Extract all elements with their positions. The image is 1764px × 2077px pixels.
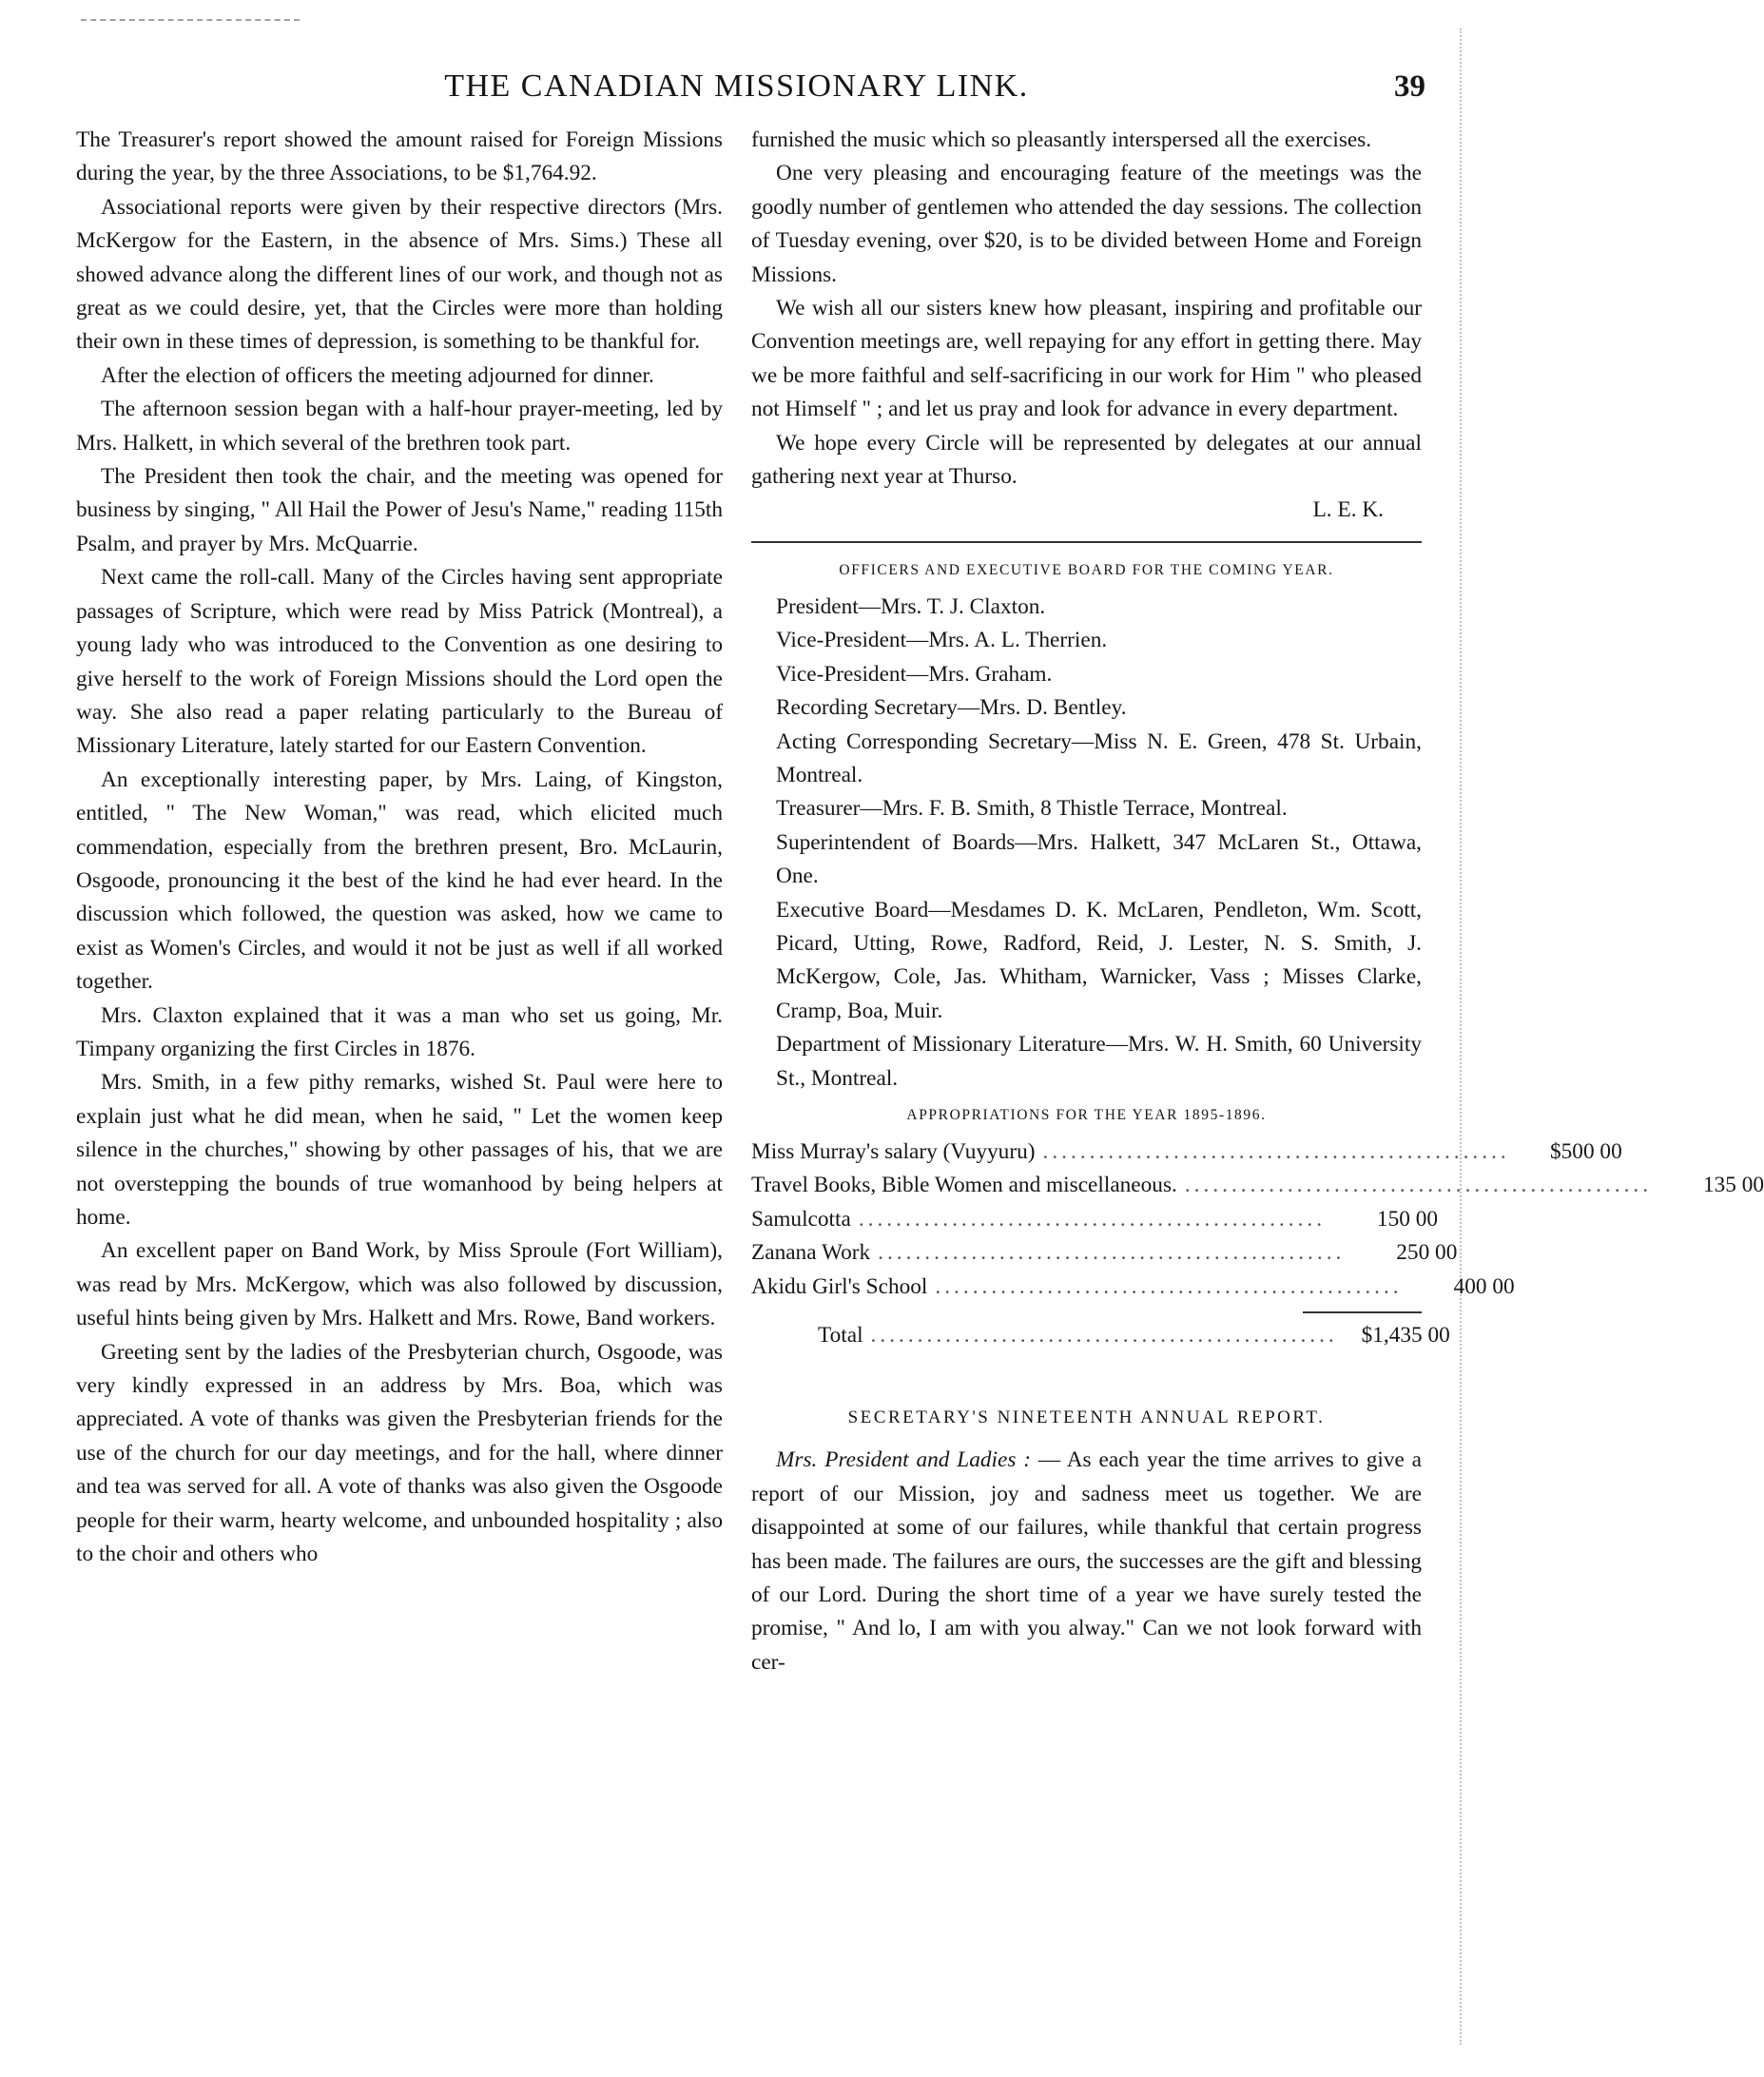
paragraph: The Treasurer's report showed the amount raised for Foreign Missions during the year, by the three Associations, to be $1,764.92.: [76, 127, 723, 186]
paragraph: Greeting sent by the ladies of the Presbyterian church, Osgoode, was very kindly expressed in an address by Mrs. Boa, which was appreciated. A vote of thanks was given the Presbyterian friends for the use of the church for our day meetings, and for the hall, where dinner and tea was served for all. A vote of thanks was also given the Osgoode people for their warm, hearty welcome, and unbounded hospitality ; also to the choir and others who: [76, 1339, 723, 1567]
paragraph: We wish all our sisters knew how pleasant, inspiring and profitable our Convention meetings are, well repaying for any effort in getting there. May we be more faithful and self-sacrificing in our work for Him " who pleased not Himself " ; and let us pray and look for advance in every department.: [751, 296, 1422, 422]
appropriation-item: Miss Murray's salary (Vuyyuru): [751, 1138, 1036, 1164]
continuation-paragraph: furnished the music which so pleasantly interspersed all the exercises.: [751, 127, 1372, 152]
appropriation-amount: 135 00: [1702, 1173, 1764, 1198]
officer-entry: Recording Secretary—Mrs. D. Bentley.: [776, 695, 1127, 721]
appropriation-row: [751, 1203, 1439, 1236]
page-number: 39: [1394, 69, 1425, 104]
officer-entry: Department of Missionary Literature—Mrs. W. H. Smith, 60 University St., Montreal.: [776, 1032, 1422, 1091]
total-label: Total: [818, 1323, 863, 1348]
officer-entry: Superintendent of Boards—Mrs. Halkett, 347 McLaren St., Ottawa, One.: [776, 829, 1422, 889]
paragraph: Next came the roll-call. Many of the Circles having sent appropriate passages of Scripture, which were read by Miss Patrick (Montreal), a young lady who was introduced to the Convention as one desiring to give herself to the work of Foreign Missions should the Lord open the way. She also read a paper relating particularly to the Bureau of Missionary Literature, lately started for our Eastern Convention.: [76, 565, 723, 759]
journal-title: THE CANADIAN MISSIONARY LINK.: [444, 68, 1029, 104]
appropriation-row: [751, 1271, 1515, 1304]
appropriation-row: [751, 1169, 1764, 1202]
report-text: — As each year the time arrives to give a report of our Mission, joy and sadness meet us together. We are disappointed at some of our failures, while thankful that certain progress has been made. The failures are ours, the successes are the gift and blessing of our Lord. During the short time of a year we have surely tested the promise, " And lo, I am with you alway." Can we not look forward with cer-: [751, 1447, 1422, 1675]
appropriation-amount: $500 00: [1550, 1138, 1622, 1164]
officer-entry: Acting Corresponding Secretary—Miss N. E. Green, 478 St. Urbain, Montreal.: [776, 728, 1422, 787]
paragraph: After the election of officers the meeting adjourned for dinner.: [101, 362, 654, 388]
paragraph: The afternoon session began with a half-hour prayer-meeting, led by Mrs. Halkett, in which several of the brethren took part.: [76, 397, 723, 456]
officer-entry: Treasurer—Mrs. F. B. Smith, 8 Thistle Terrace, Montreal.: [776, 796, 1288, 822]
paragraph: Mrs. Claxton explained that it was a man who set us going, Mr. Timpany organizing the first Circles in 1876.: [76, 1002, 723, 1061]
appropriation-amount: 250 00: [1396, 1240, 1458, 1266]
left-column: [76, 124, 723, 1571]
paragraph: Mrs. Smith, in a few pithy remarks, wished St. Paul were here to explain just what he did mean, when he said, " Let the women keep silence in the churches," showing by other passages of his, that we are not overstepping the bounds of true womanhood by being helpers at home.: [76, 1070, 723, 1230]
officer-entry: President—Mrs. T. J. Claxton.: [776, 593, 1046, 619]
appropriation-item: Travel Books, Bible Women and miscellaneous.: [751, 1173, 1177, 1198]
appropriation-amount: 400 00: [1453, 1273, 1515, 1299]
leader-dots: ..................................................: [935, 1273, 1403, 1299]
signature: L. E. K.: [1312, 497, 1384, 523]
officer-entry: Vice-President—Mrs. Graham.: [776, 661, 1053, 687]
right-column: [751, 124, 1764, 1679]
total-rule: [1303, 1311, 1422, 1313]
appropriation-item: Samulcotta: [751, 1206, 851, 1232]
report-salutation: Mrs. President and Ladies :: [776, 1447, 1032, 1473]
report-paragraph: [751, 1444, 1422, 1679]
appropriation-row: [751, 1236, 1458, 1270]
officer-entry: Vice-President—Mrs. A. L. Therrien.: [776, 628, 1108, 653]
appropriation-row: [751, 1136, 1622, 1169]
report-heading: SECRETARY'S NINETEENTH ANNUAL REPORT.: [847, 1407, 1326, 1428]
leader-dots: ..................................................: [870, 1323, 1338, 1348]
appropriations-table: [751, 1136, 1764, 1352]
paragraph: We hope every Circle will be represented by delegates at our annual gathering next year at Thurso.: [751, 430, 1422, 490]
leader-dots: ..................................................: [1042, 1138, 1510, 1164]
paragraph: An exceptionally interesting paper, by Mrs. Laing, of Kingston, entitled, " The New Woman," was read, which elicited much commendation, especially from the brethren present, Bro. McLaurin, Osgoode, pronouncing it the best of the kind he had ever heard. In the discussion which followed, the question was asked, how we came to exist as Women's Circles, and would it not be just as well if all worked together.: [76, 767, 723, 995]
edge-noise: [1437, 29, 1462, 2045]
page-header: [0, 63, 1473, 110]
paragraph: The President then took the chair, and the meeting was opened for business by singing, " All Hail the Power of Jesu's Name," reading 115th Psalm, and prayer by Mrs. McQuarrie.: [76, 464, 723, 556]
leader-dots: ..................................................: [1184, 1173, 1653, 1198]
appropriation-item: Akidu Girl's School: [751, 1273, 928, 1299]
paragraph: Associational reports were given by their respective directors (Mrs. McKergow for the Eastern, in the absence of Mrs. Sims.) These all showed advance along the different lines of our work, and though not as great as we could desire, yet, that the Circles were more than holding their own in these times of depression, is something to be thankful for.: [76, 194, 723, 355]
appropriations-heading: APPROPRIATIONS FOR THE YEAR 1895-1896.: [906, 1106, 1267, 1123]
section-divider: [751, 541, 1422, 543]
print-marks: [81, 19, 300, 27]
paragraph: One very pleasing and encouraging feature of the meetings was the goodly number of gentlemen who attended the day sessions. The collection of Tuesday evening, over $20, is to be divided between Home and Foreign Missions.: [751, 161, 1422, 287]
officers-heading: OFFICERS AND EXECUTIVE BOARD FOR THE COMING YEAR.: [839, 561, 1334, 578]
appropriation-amount: 150 00: [1376, 1206, 1439, 1232]
total-row: [751, 1319, 1450, 1352]
leader-dots: ..................................................: [858, 1206, 1327, 1232]
paragraph: An excellent paper on Band Work, by Miss Sproule (Fort William), was read by Mrs. McKergow, which was also followed by discussion, useful hints being given by Mrs. Halkett and Mrs. Rowe, Band workers.: [76, 1238, 723, 1331]
appropriation-item: Zanana Work: [751, 1240, 871, 1266]
officer-entry: Executive Board—Mesdames D. K. McLaren, Pendleton, Wm. Scott, Picard, Utting, Rowe, Radford, Reid, J. Lester, N. S. Smith, J. McKergow, Cole, Jas. Whitham, Warnicker, Vass ; Misses Clarke, Cramp, Boa, Muir.: [776, 897, 1422, 1023]
total-amount: $1,435 00: [1361, 1323, 1450, 1348]
leader-dots: ..................................................: [878, 1240, 1346, 1266]
